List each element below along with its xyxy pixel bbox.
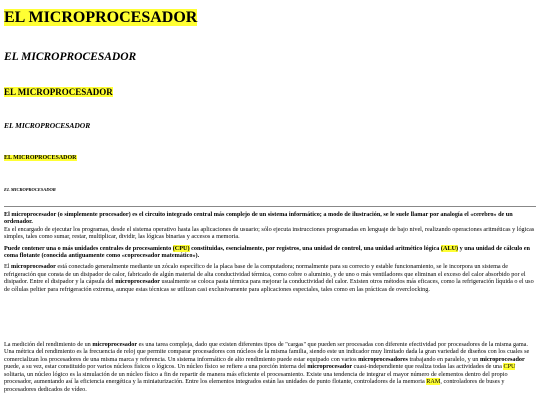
heading-2: EL MICROPROCESADOR — [4, 51, 137, 63]
paragraph-performance: La medición del rendimiento de un microprocesador es una tarea compleja, dado que existen diferentes tipos de "cargas" que pueden ser procesadas con diferente efectividad por procesadores de la misma gama. Una métrica del rendimiento es la frecuencia de reloj que permite comparar procesadores con núcleos de la misma familia, siendo este un indicador muy limitado dada la gran variedad de diseños con los cuales se comercializan los procesadores de una misma marca y referencia. Un sistema informático de alto rendimiento puede estar equipado con varios microprocesadores trabajando en paralelo, y un microprocesador puede, a su vez, estar constituido por varios núcleos físicos o lógicos. Un núcleo físico se refiere a una porción interna del microprocesador cuasi-independiente que realiza todas las actividades de una CPU solitaria, un núcleo lógico es la simulación de un núcleo físico a fin de repartir de manera más eficiente el procesamiento. Existe una tendencia de integrar el mayor número de elementos dentro del propio procesador, aumentando así la eficiencia energética y la miniaturización. Entre los elementos integrados están las unidades de punto flotante, controladores de la memoria RAM, controladores de buses y procesadores dedicados de vídeo. — [4, 341, 530, 393]
divider — [4, 206, 536, 207]
heading-5: EL MICROPROCESADOR — [4, 155, 77, 161]
heading-4: EL MICROPROCESADOR — [4, 121, 91, 130]
heading-3: EL MICROPROCESADOR — [4, 87, 113, 97]
heading-6: EL MICROPROCESADOR — [4, 187, 56, 192]
paragraph-intro: El microprocesador (o simplemente procesador) es el circuito integrado central más complejo de un sistema informático; a modo de ilustración, se le suele llamar por analogía el «cerebro» de un ordenador. Es el encargado de ejecutar los programas, desde el sistema operativo hasta las aplicaciones de usuario; sólo ejecuta instrucciones programadas en lenguaje de bajo nivel, realizando operaciones aritméticas y lógicas simples, tales como sumar, restar, multiplicar, dividir, las lógicas binarias y accesos a memoria. — [4, 211, 535, 241]
paragraph-cooling: El microprocesador está conectado generalmente mediante un zócalo específico de la placa base de la computadora; normalmente para su correcto y estable funcionamiento, se le incorpora un sistema de refrigeración que consta de un disipador de calor, fabricado de algún material de alta conductividad térmica, como cobre o aluminio, y de uno o más ventiladores que eliminan el exceso del calor absorbido por el disipador. Entre el disipador y la cápsula del microprocesador usualmente se coloca pasta térmica para mejorar la conductividad del calor. Existen otros métodos más eficaces, como la refrigeración líquida o el uso de células peltier para refrigeración extrema, aunque estas técnicas se utilizan casi exclusivamente para aplicaciones especiales, tales como en las prácticas de overclocking. — [4, 263, 534, 293]
paragraph-units: Puede contener una o más unidades centrales de procesamiento (CPU) constituidas, esencialmente, por registros, una unidad de control, una unidad aritmético lógica (ALU) y una unidad de cálculo en coma flotante (conocida antiguamente como «coprocesador matemático»). — [4, 244, 530, 260]
heading-1: EL MICROPROCESADOR — [4, 9, 198, 26]
